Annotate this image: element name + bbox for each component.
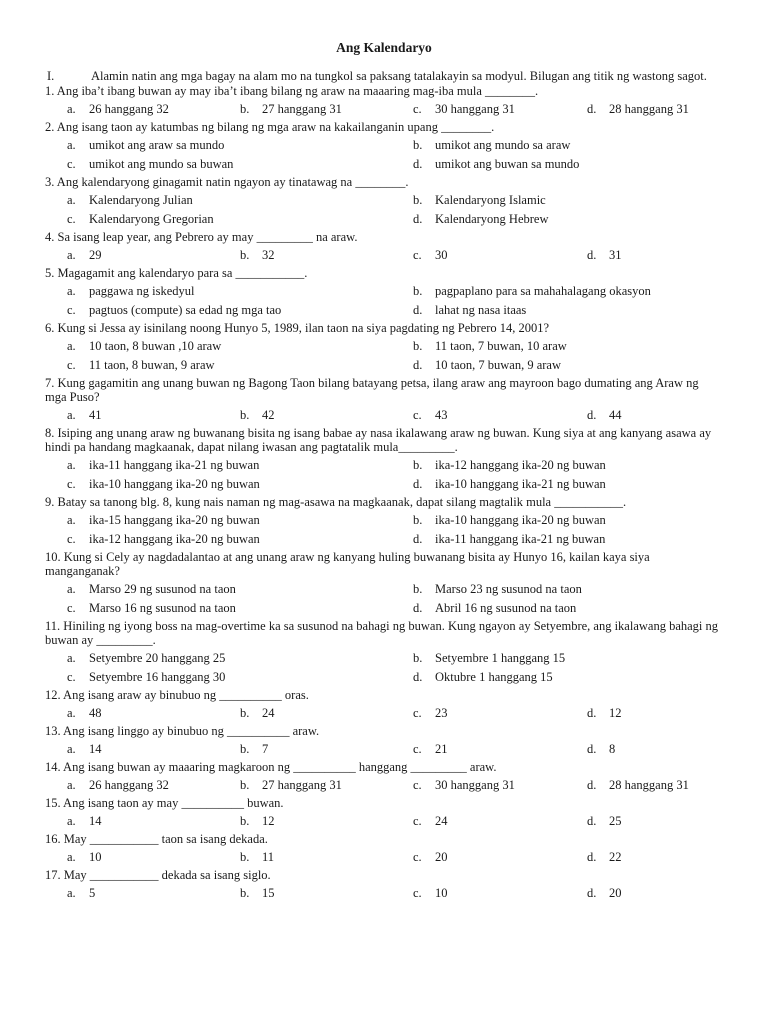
option-text: ika-10 hanggang ika-21 ng buwan [435, 477, 606, 491]
answer-option [413, 532, 737, 546]
instructions-text: Alamin natin ang mga bagay na alam mo na tungkol sa paksang tatalakayin sa modyul. Bilugan ang titik ng wastong sagot. [91, 69, 707, 83]
option-text: 24 [435, 814, 448, 828]
option-letter: d. [413, 157, 423, 171]
option-text: Kalendaryong Islamic [435, 193, 546, 207]
answer-option [67, 706, 240, 720]
option-text: ika-11 hanggang ika-21 ng buwan [435, 532, 606, 546]
option-letter: c. [67, 212, 76, 226]
option-text: 48 [89, 706, 102, 720]
option-letter: c. [67, 157, 76, 171]
question-2 [45, 120, 718, 171]
option-text: pagtuos (compute) sa edad ng mga tao [89, 303, 282, 317]
answer-options [45, 339, 718, 372]
answer-options [45, 513, 718, 546]
answer-options [45, 102, 718, 116]
option-letter: b. [413, 339, 423, 353]
question-12 [45, 688, 718, 720]
question-text: 4. Sa isang leap year, ang Pebrero ay may _________ na araw. [45, 230, 358, 244]
option-letter: b. [240, 102, 250, 116]
option-letter: c. [67, 477, 76, 491]
option-letter: b. [413, 284, 423, 298]
option-text: ika-15 hanggang ika-20 ng buwan [89, 513, 260, 527]
answer-option [413, 814, 587, 828]
option-letter: d. [587, 814, 597, 828]
option-text: Kalendaryong Julian [89, 193, 193, 207]
answer-option [413, 458, 737, 472]
answer-option [413, 651, 737, 665]
answer-options [45, 284, 718, 317]
question-11 [45, 619, 718, 684]
question-4 [45, 230, 718, 262]
option-text: 10 [435, 886, 448, 900]
answer-options [45, 742, 718, 756]
answer-option [413, 850, 587, 864]
answer-option [67, 138, 413, 152]
option-text: 11 taon, 8 buwan, 9 araw [89, 358, 215, 372]
answer-options [45, 408, 718, 422]
question-14 [45, 760, 718, 792]
answer-option [240, 814, 413, 828]
option-letter: b. [413, 651, 423, 665]
option-letter: d. [587, 408, 597, 422]
answer-option [67, 408, 240, 422]
section-numeral: I. [47, 69, 55, 83]
option-text: 28 hanggang 31 [609, 778, 689, 792]
option-text: 43 [435, 408, 448, 422]
answer-options [45, 886, 718, 900]
option-text: 15 [262, 886, 275, 900]
question-list [45, 84, 718, 900]
option-letter: d. [413, 532, 423, 546]
option-letter: b. [413, 458, 423, 472]
option-text: 20 [609, 886, 622, 900]
option-letter: a. [67, 458, 76, 472]
answer-option [67, 886, 240, 900]
option-text: 23 [435, 706, 448, 720]
option-letter: c. [413, 408, 422, 422]
answer-option [67, 850, 240, 864]
option-text: 25 [609, 814, 622, 828]
option-letter: a. [67, 742, 76, 756]
option-text: 22 [609, 850, 622, 864]
option-text: 8 [609, 742, 616, 756]
answer-option [67, 193, 413, 207]
option-letter: b. [240, 248, 250, 262]
option-letter: d. [587, 102, 597, 116]
option-letter: b. [240, 886, 250, 900]
option-text: 10 [89, 850, 102, 864]
option-text: 30 [435, 248, 448, 262]
option-text: Marso 16 ng susunod na taon [89, 601, 236, 615]
question-13 [45, 724, 718, 756]
option-text: pagpaplano para sa mahahalagang okasyon [435, 284, 651, 298]
answer-option [413, 193, 737, 207]
question-1 [45, 84, 718, 116]
answer-option [67, 358, 413, 372]
question-text: 12. Ang isang araw ay binubuo ng __________ oras. [45, 688, 309, 702]
option-letter: a. [67, 814, 76, 828]
option-text: ika-12 hanggang ika-20 ng buwan [89, 532, 260, 546]
option-letter: b. [413, 513, 423, 527]
option-text: 20 [435, 850, 448, 864]
option-text: paggawa ng iskedyul [89, 284, 195, 298]
option-letter: a. [67, 102, 76, 116]
option-text: 24 [262, 706, 275, 720]
question-7 [45, 376, 718, 422]
answer-option [413, 582, 737, 596]
answer-option [67, 513, 413, 527]
option-text: Oktubre 1 hanggang 15 [435, 670, 553, 684]
option-letter: c. [67, 601, 76, 615]
answer-option [413, 284, 737, 298]
question-text: 13. Ang isang linggo ay binubuo ng __________ araw. [45, 724, 320, 738]
option-text: 41 [89, 408, 102, 422]
question-text: 11. Hiniling ng iyong boss na mag-overtime ka sa susunod na bahagi ng buwan. Kung ngayon ay Setyembre, ang ikalawang bahagi ng buwan ay _________. [45, 619, 719, 647]
answer-option [413, 248, 587, 262]
answer-option [413, 670, 737, 684]
question-text: 15. Ang isang taon ay may __________ buwan. [45, 796, 284, 810]
option-letter: d. [587, 886, 597, 900]
question-16 [45, 832, 718, 864]
option-letter: c. [413, 886, 422, 900]
answer-option [587, 778, 737, 792]
option-letter: d. [587, 742, 597, 756]
option-text: 11 taon, 7 buwan, 10 araw [435, 339, 567, 353]
option-letter: b. [240, 408, 250, 422]
option-text: Setyembre 20 hanggang 25 [89, 651, 226, 665]
answer-option [587, 814, 737, 828]
option-letter: a. [67, 513, 76, 527]
option-letter: b. [240, 706, 250, 720]
option-letter: a. [67, 248, 76, 262]
answer-option [413, 601, 737, 615]
option-letter: d. [413, 477, 423, 491]
answer-option [67, 102, 240, 116]
option-letter: b. [413, 138, 423, 152]
question-6 [45, 321, 718, 372]
option-letter: c. [413, 850, 422, 864]
answer-option [240, 742, 413, 756]
answer-option [413, 742, 587, 756]
option-letter: b. [413, 193, 423, 207]
answer-options [45, 193, 718, 226]
option-text: Kalendaryong Hebrew [435, 212, 549, 226]
answer-option [413, 886, 587, 900]
answer-options [45, 458, 718, 491]
option-text: 5 [89, 886, 96, 900]
option-letter: d. [587, 248, 597, 262]
answer-option [587, 850, 737, 864]
page-title: Ang Kalendaryo [336, 40, 432, 55]
option-letter: d. [413, 212, 423, 226]
answer-option [413, 138, 737, 152]
option-text: 27 hanggang 31 [262, 102, 342, 116]
option-text: lahat ng nasa itaas [435, 303, 527, 317]
answer-option [413, 477, 737, 491]
answer-options [45, 778, 718, 792]
answer-option [240, 248, 413, 262]
answer-option [587, 102, 737, 116]
answer-options [45, 850, 718, 864]
question-text: 5. Magagamit ang kalendaryo para sa ___________. [45, 266, 308, 280]
option-text: ika-11 hanggang ika-21 ng buwan [89, 458, 260, 472]
option-letter: c. [413, 742, 422, 756]
option-letter: b. [413, 582, 423, 596]
answer-option [240, 850, 413, 864]
question-text: 14. Ang isang buwan ay maaaring magkaroon ng __________ hanggang _________ araw. [45, 760, 497, 774]
answer-option [240, 886, 413, 900]
answer-option [67, 477, 413, 491]
answer-option [67, 303, 413, 317]
answer-option [413, 358, 737, 372]
option-text: ika-10 hanggang ika-20 ng buwan [435, 513, 606, 527]
option-text: Marso 29 ng susunod na taon [89, 582, 236, 596]
option-letter: c. [67, 532, 76, 546]
option-text: ika-10 hanggang ika-20 ng buwan [89, 477, 260, 491]
option-letter: c. [413, 814, 422, 828]
answer-option [67, 742, 240, 756]
option-letter: c. [413, 778, 422, 792]
option-text: 26 hanggang 32 [89, 778, 169, 792]
option-text: 12 [262, 814, 275, 828]
answer-option [67, 284, 413, 298]
option-letter: a. [67, 193, 76, 207]
question-text: 9. Batay sa tanong blg. 8, kung nais naman ng mag-asawa na magkaanak, dapat silang magtalik mula ___________. [45, 495, 627, 509]
option-letter: a. [67, 138, 76, 152]
option-letter: a. [67, 651, 76, 665]
answer-options [45, 248, 718, 262]
option-letter: a. [67, 582, 76, 596]
answer-option [67, 339, 413, 353]
option-text: umikot ang buwan sa mundo [435, 157, 580, 171]
answer-option [587, 886, 737, 900]
option-text: umikot ang mundo sa araw [435, 138, 571, 152]
answer-option [67, 212, 413, 226]
option-letter: b. [240, 778, 250, 792]
question-text: 1. Ang iba’t ibang buwan ay may iba’t ibang bilang ng araw na maaaring mag-iba mula ________. [45, 84, 539, 98]
option-letter: a. [67, 706, 76, 720]
answer-option [413, 303, 737, 317]
question-5 [45, 266, 718, 317]
instructions [45, 69, 718, 83]
option-letter: c. [67, 303, 76, 317]
answer-option [67, 651, 413, 665]
answer-options [45, 814, 718, 828]
answer-option [240, 706, 413, 720]
question-text: 6. Kung si Jessa ay isinilang noong Hunyo 5, 1989, ilan taon na siya pagdating ng Pebrero 14, 2001? [45, 321, 550, 335]
answer-option [413, 513, 737, 527]
answer-options [45, 651, 718, 684]
option-letter: d. [587, 778, 597, 792]
answer-option [240, 778, 413, 792]
option-letter: a. [67, 886, 76, 900]
option-letter: b. [240, 850, 250, 864]
answer-option [413, 212, 737, 226]
question-text: 8. Isiping ang unang araw ng buwanang bisita ng isang babae ay nasa ikalawang araw ng buwan. Kung siya at ang kanyang asawa ay hindi pa handang magkaanak, dapat nilang iwasan ang pagtatalik mula_________. [45, 426, 712, 454]
option-letter: d. [413, 670, 423, 684]
answer-option [240, 408, 413, 422]
option-letter: a. [67, 778, 76, 792]
question-10 [45, 550, 718, 615]
answer-option [587, 408, 737, 422]
option-text: Setyembre 1 hanggang 15 [435, 651, 566, 665]
option-letter: d. [413, 303, 423, 317]
answer-option [67, 778, 240, 792]
answer-option [413, 778, 587, 792]
answer-option [413, 157, 737, 171]
question-15 [45, 796, 718, 828]
option-letter: c. [67, 670, 76, 684]
question-text: 10. Kung si Cely ay nagdadalantao at ang unang araw ng kanyang huling buwanang bisita ay Hunyo 16, kailan kaya siya manganganak? [45, 550, 650, 578]
option-text: 14 [89, 742, 102, 756]
option-letter: c. [413, 706, 422, 720]
option-text: 44 [609, 408, 622, 422]
option-text: 32 [262, 248, 275, 262]
option-text: 28 hanggang 31 [609, 102, 689, 116]
option-letter: c. [413, 248, 422, 262]
question-text: 17. May ___________ dekada sa isang siglo. [45, 868, 271, 882]
option-text: umikot ang mundo sa buwan [89, 157, 234, 171]
answer-options [45, 706, 718, 720]
answer-options [45, 138, 718, 171]
answer-option [67, 814, 240, 828]
option-text: Marso 23 ng susunod na taon [435, 582, 582, 596]
answer-option [413, 408, 587, 422]
answer-option [67, 458, 413, 472]
option-letter: a. [67, 284, 76, 298]
option-text: umikot ang araw sa mundo [89, 138, 225, 152]
option-text: 10 taon, 8 buwan ,10 araw [89, 339, 222, 353]
option-letter: c. [67, 358, 76, 372]
question-text: 7. Kung gagamitin ang unang buwan ng Bagong Taon bilang batayang petsa, ilang araw ang mayroon bago dumating ang Araw ng mga Puso? [45, 376, 699, 404]
option-text: 31 [609, 248, 622, 262]
answer-option [240, 102, 413, 116]
option-text: 21 [435, 742, 448, 756]
question-text: 3. Ang kalendaryong ginagamit natin ngayon ay tinatawag na ________. [45, 175, 409, 189]
option-letter: d. [413, 601, 423, 615]
option-letter: d. [587, 706, 597, 720]
answer-option [67, 601, 413, 615]
option-text: 12 [609, 706, 622, 720]
option-text: 7 [262, 742, 269, 756]
option-letter: b. [240, 814, 250, 828]
question-3 [45, 175, 718, 226]
option-text: 30 hanggang 31 [435, 102, 515, 116]
option-text: 29 [89, 248, 102, 262]
question-9 [45, 495, 718, 546]
option-letter: d. [413, 358, 423, 372]
answer-option [587, 706, 737, 720]
option-text: 11 [262, 850, 275, 864]
option-text: 42 [262, 408, 275, 422]
answer-options [45, 582, 718, 615]
answer-option [587, 742, 737, 756]
question-text: 2. Ang isang taon ay katumbas ng bilang ng mga araw na kakailanganin upang ________. [45, 120, 495, 134]
question-8 [45, 426, 718, 491]
question-text: 16. May ___________ taon sa isang dekada. [45, 832, 268, 846]
option-letter: c. [413, 102, 422, 116]
answer-option [67, 670, 413, 684]
answer-option [67, 532, 413, 546]
answer-option [67, 157, 413, 171]
option-letter: a. [67, 339, 76, 353]
answer-option [413, 102, 587, 116]
option-letter: a. [67, 408, 76, 422]
option-text: ika-12 hanggang ika-20 ng buwan [435, 458, 606, 472]
answer-option [413, 706, 587, 720]
option-text: 30 hanggang 31 [435, 778, 515, 792]
answer-option [413, 339, 737, 353]
option-text: 27 hanggang 31 [262, 778, 342, 792]
answer-option [587, 248, 737, 262]
option-text: Kalendaryong Gregorian [89, 212, 214, 226]
option-text: 26 hanggang 32 [89, 102, 169, 116]
option-text: 14 [89, 814, 102, 828]
question-17 [45, 868, 718, 900]
option-text: 10 taon, 7 buwan, 9 araw [435, 358, 562, 372]
option-letter: b. [240, 742, 250, 756]
answer-option [67, 248, 240, 262]
option-text: Setyembre 16 hanggang 30 [89, 670, 226, 684]
option-letter: a. [67, 850, 76, 864]
option-letter: d. [587, 850, 597, 864]
answer-option [67, 582, 413, 596]
option-text: Abril 16 ng susunod na taon [435, 601, 577, 615]
